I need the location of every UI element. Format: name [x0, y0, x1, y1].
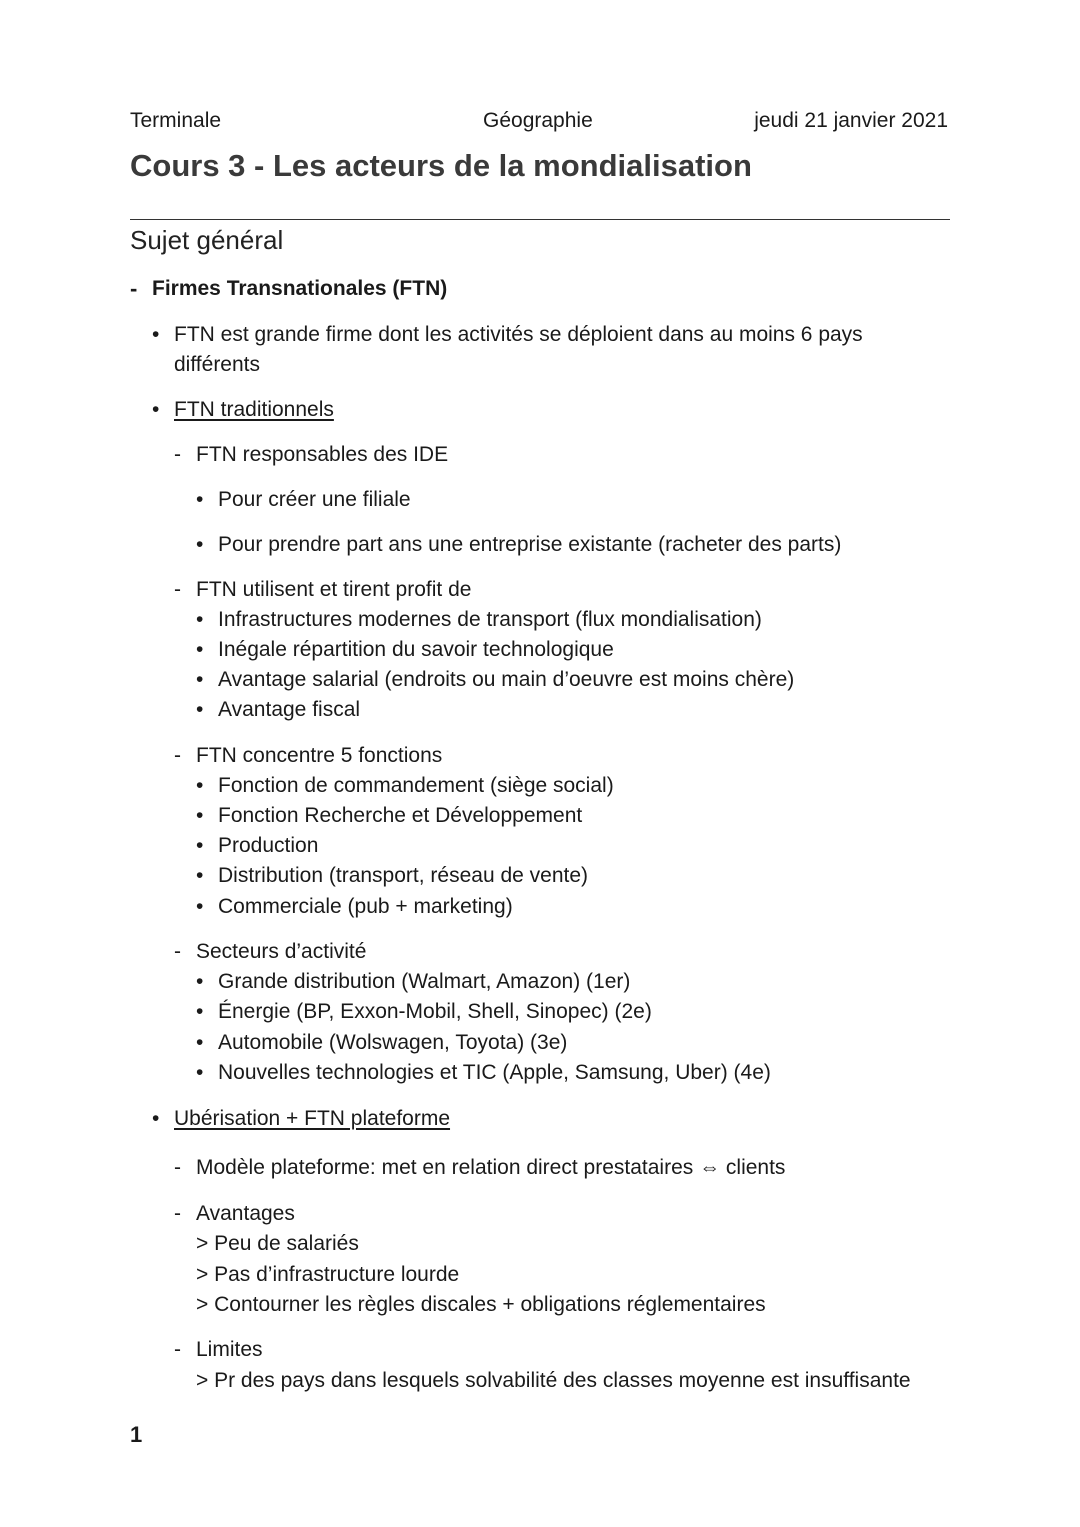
- bullet-marker: •: [196, 668, 204, 691]
- bullet-marker: •: [152, 1107, 160, 1130]
- section-dash-marker: -: [130, 276, 138, 301]
- list-item: > Contourner les règles discales + obligations réglementaires: [196, 1293, 766, 1316]
- header-date: jeudi 21 janvier 2021: [754, 109, 948, 132]
- dash-marker: -: [174, 578, 181, 601]
- list-item: Inégale répartition du savoir technologique: [218, 638, 614, 661]
- subheading-platform: Ubérisation + FTN plateforme: [174, 1107, 451, 1130]
- section-heading: Firmes Transnationales (FTN): [152, 277, 448, 300]
- title-divider: [130, 219, 950, 220]
- item-heading-ide: FTN responsables des IDE: [196, 443, 449, 466]
- page-title: Cours 3 - Les acteurs de la mondialisation: [130, 148, 752, 183]
- list-item: Avantage fiscal: [218, 698, 361, 721]
- bullet-marker: •: [152, 398, 160, 421]
- definition-line-2: différents: [174, 353, 260, 376]
- bullet-marker: •: [196, 488, 204, 511]
- list-item: Grande distribution (Walmart, Amazon) (1er): [218, 970, 631, 993]
- page-number: 1: [130, 1422, 143, 1447]
- list-item: Production: [218, 834, 319, 857]
- dash-marker: -: [174, 744, 181, 767]
- list-item: Pour créer une filiale: [218, 488, 411, 511]
- dash-marker: -: [174, 443, 181, 466]
- bullet-marker: •: [196, 970, 204, 993]
- item-heading-advantages: Avantages: [196, 1202, 295, 1225]
- list-item: Fonction de commandement (siège social): [218, 774, 614, 797]
- list-item: Automobile (Wolswagen, Toyota) (3e): [218, 1031, 568, 1054]
- bullet-marker: •: [196, 638, 204, 661]
- bullet-marker: •: [196, 533, 204, 556]
- list-item: > Peu de salariés: [196, 1232, 359, 1255]
- list-item: Avantage salarial (endroits ou main d’oeuvre est moins chère): [218, 668, 795, 691]
- bullet-marker: •: [152, 323, 160, 346]
- bullet-marker: •: [196, 864, 204, 887]
- definition-line-1: FTN est grande firme dont les activités se déploient dans au moins 6 pays: [174, 323, 863, 346]
- bullet-marker: •: [196, 1031, 204, 1054]
- bullet-marker: •: [196, 834, 204, 857]
- bullet-marker: •: [196, 698, 204, 721]
- header-subject: Géographie: [483, 109, 593, 132]
- header-level: Terminale: [130, 109, 222, 132]
- list-item: Commerciale (pub + marketing): [218, 895, 513, 918]
- list-item: Fonction Recherche et Développement: [218, 804, 583, 827]
- list-item: > Pr des pays dans lesquels solvabilité des classes moyenne est insuffisante: [196, 1369, 911, 1392]
- bullet-marker: •: [196, 608, 204, 631]
- subheading-traditional: FTN traditionnels: [174, 398, 334, 421]
- list-item: Distribution (transport, réseau de vente): [218, 864, 589, 887]
- dash-marker: -: [174, 1338, 181, 1361]
- item-heading-profit: FTN utilisent et tirent profit de: [196, 578, 472, 601]
- dash-marker: -: [174, 1202, 181, 1225]
- bullet-marker: •: [196, 1061, 204, 1084]
- list-item: Nouvelles technologies et TIC (Apple, Samsung, Uber) (4e): [218, 1061, 771, 1084]
- bullet-marker: •: [196, 1000, 204, 1023]
- dash-marker: -: [174, 1156, 181, 1179]
- list-item: Infrastructures modernes de transport (flux mondialisation): [218, 608, 762, 631]
- bullet-marker: •: [196, 804, 204, 827]
- item-heading-sectors: Secteurs d’activité: [196, 940, 367, 963]
- dash-marker: -: [174, 940, 181, 963]
- item-heading-functions: FTN concentre 5 fonctions: [196, 744, 443, 767]
- platform-model-line: Modèle plateforme: met en relation direct prestataires ⇔ clients: [196, 1156, 786, 1179]
- item-heading-limits: Limites: [196, 1338, 263, 1361]
- list-item: Pour prendre part ans une entreprise existante (racheter des parts): [218, 533, 842, 556]
- bullet-marker: •: [196, 774, 204, 797]
- subject-heading: Sujet général: [130, 225, 284, 255]
- list-item: > Pas d’infrastructure lourde: [196, 1263, 460, 1286]
- list-item: Énergie (BP, Exxon-Mobil, Shell, Sinopec) (2e): [218, 1000, 652, 1023]
- bullet-marker: •: [196, 895, 204, 918]
